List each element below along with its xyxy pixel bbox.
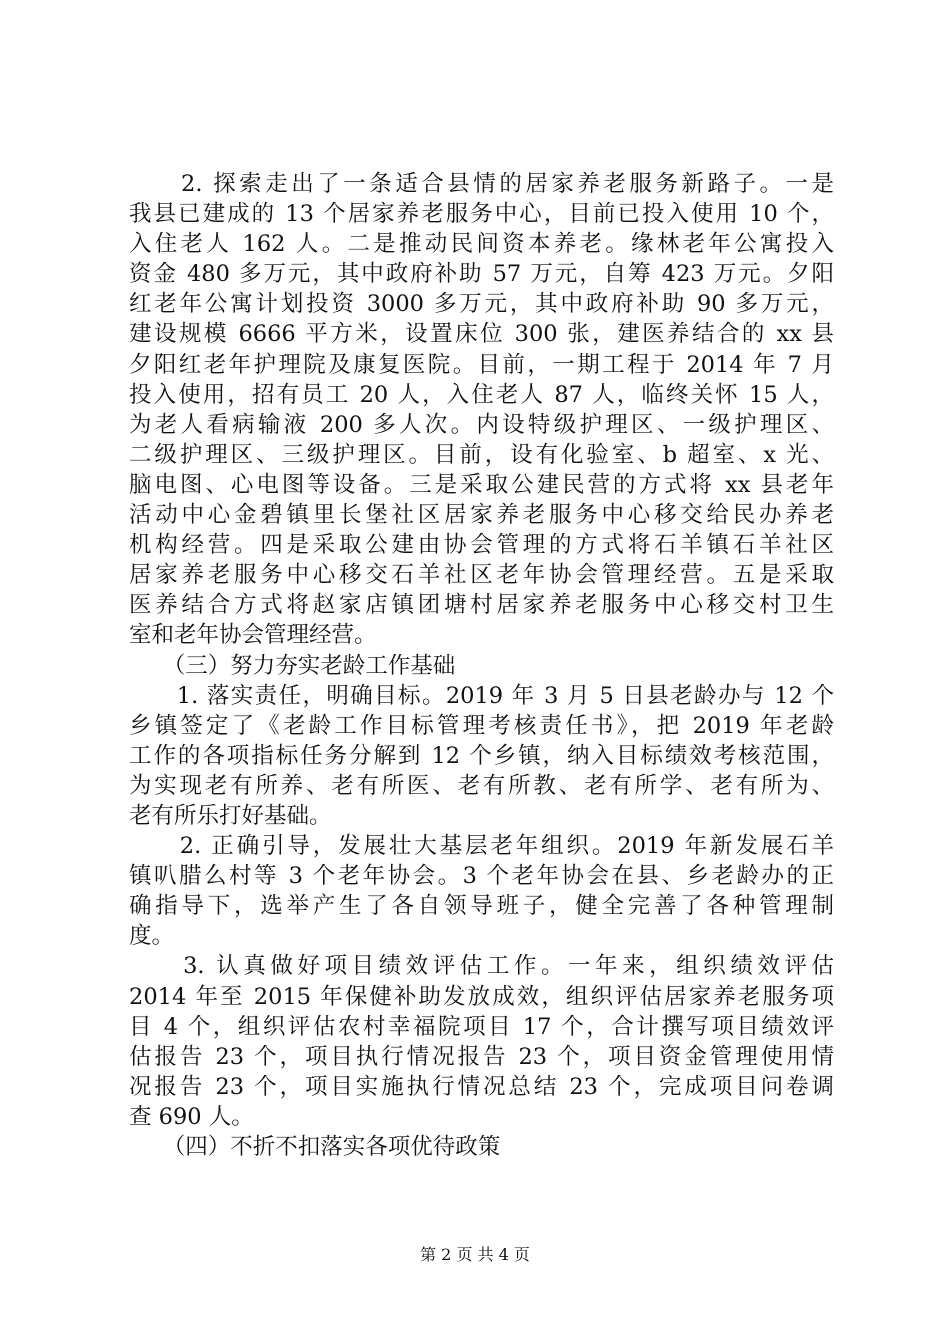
paragraph-line: 况报告 23 个，项目实施执行情况总结 23 个，完成项目问卷调: [129, 1073, 834, 1100]
paragraph-line: 乡镇签定了《老龄工作目标管理考核责任书》，把 2019 年老龄: [129, 712, 834, 739]
paragraph-line: 3. 认真做好项目绩效评估工作。一年来，组织绩效评估: [129, 953, 834, 980]
paragraph-line: 入住老人 162 人。二是推动民间资本养老。缘林老年公寓投入: [129, 231, 834, 258]
paragraph-line: 2014 年至 2015 年保健补助发放成效，组织评估居家养老服务项: [129, 983, 834, 1010]
paragraph-line: 红老年公寓计划投资 3000 多万元，其中政府补助 90 多万元，: [129, 291, 834, 318]
page-footer: 第 2 页 共 4 页: [420, 1245, 530, 1264]
paragraph-line: 活动中心金碧镇里长堡社区居家养老服务中心移交给民办养老: [129, 502, 834, 529]
paragraph-line: 工作的各项指标任务分解到 12 个乡镇，纳入目标绩效考核范围，: [129, 742, 834, 769]
paragraph-line: 脑电图、心电图等设备。三是采取公建民营的方式将 xx 县老年: [129, 471, 834, 498]
paragraph-line: 1. 落实责任，明确目标。2019 年 3 月 5 日县老龄办与 12 个: [129, 682, 834, 709]
paragraph-line: 镇叭腊么村等 3 个老年协会。3 个老年协会在县、乡老龄办的正: [129, 863, 834, 890]
paragraph-line: 老有所乐打好基础。: [129, 802, 332, 829]
paragraph-line: 居家养老服务中心移交石羊社区老年协会管理经营。五是采取: [129, 562, 834, 589]
paragraph-line: 目 4 个，组织评估农村幸福院项目 17 个，合计撰写项目绩效评: [129, 1013, 834, 1040]
paragraph-line: 二级护理区、三级护理区。目前，设有化验室、b 超室、x 光、: [129, 441, 834, 468]
paragraph-line: 估报告 23 个，项目执行情况报告 23 个，项目资金管理使用情: [129, 1043, 834, 1070]
paragraph-line: 确指导下，选举产生了各自领导班子，健全完善了各种管理制: [129, 893, 834, 920]
section-heading: （三）努力夯实老龄工作基础: [129, 652, 456, 679]
paragraph-line: 我县已建成的 13 个居家养老服务中心，目前已投入使用 10 个，: [129, 201, 834, 228]
paragraph-line: 为实现老有所养、老有所医、老有所教、老有所学、老有所为、: [129, 772, 834, 799]
paragraph-line: 度。: [129, 923, 175, 950]
paragraph-line: 2. 正确引导，发展壮大基层老年组织。2019 年新发展石羊: [129, 833, 834, 860]
paragraph-line: 2. 探索走出了一条适合县情的居家养老服务新路子。一是: [129, 171, 834, 197]
paragraph-line: 为老人看病输液 200 多人次。内设特级护理区、一级护理区、: [129, 411, 834, 438]
body-text: [129, 169, 834, 1162]
paragraph-line: 夕阳红老年护理院及康复医院。目前，一期工程于 2014 年 7 月: [129, 351, 834, 378]
paragraph-line: 室和老年协会管理经营。: [129, 622, 377, 649]
paragraph-line: 资金 480 多万元，其中政府补助 57 万元，自筹 423 万元。夕阳: [129, 261, 834, 288]
paragraph-line: 医养结合方式将赵家店镇团塘村居家养老服务中心移交村卫生: [129, 592, 834, 619]
paragraph-line: 投入使用，招有员工 20 人，入住老人 87 人，临终关怀 15 人，: [129, 381, 834, 408]
paragraph-line: 查 690 人。: [129, 1103, 254, 1130]
paragraph-line: 机构经营。四是采取公建由协会管理的方式将石羊镇石羊社区: [129, 532, 834, 559]
paragraph-line: 建设规模 6666 平方米，设置床位 300 张，建医养结合的 xx 县: [129, 321, 834, 348]
section-heading: （四）不折不扣落实各项优待政策: [129, 1134, 501, 1160]
